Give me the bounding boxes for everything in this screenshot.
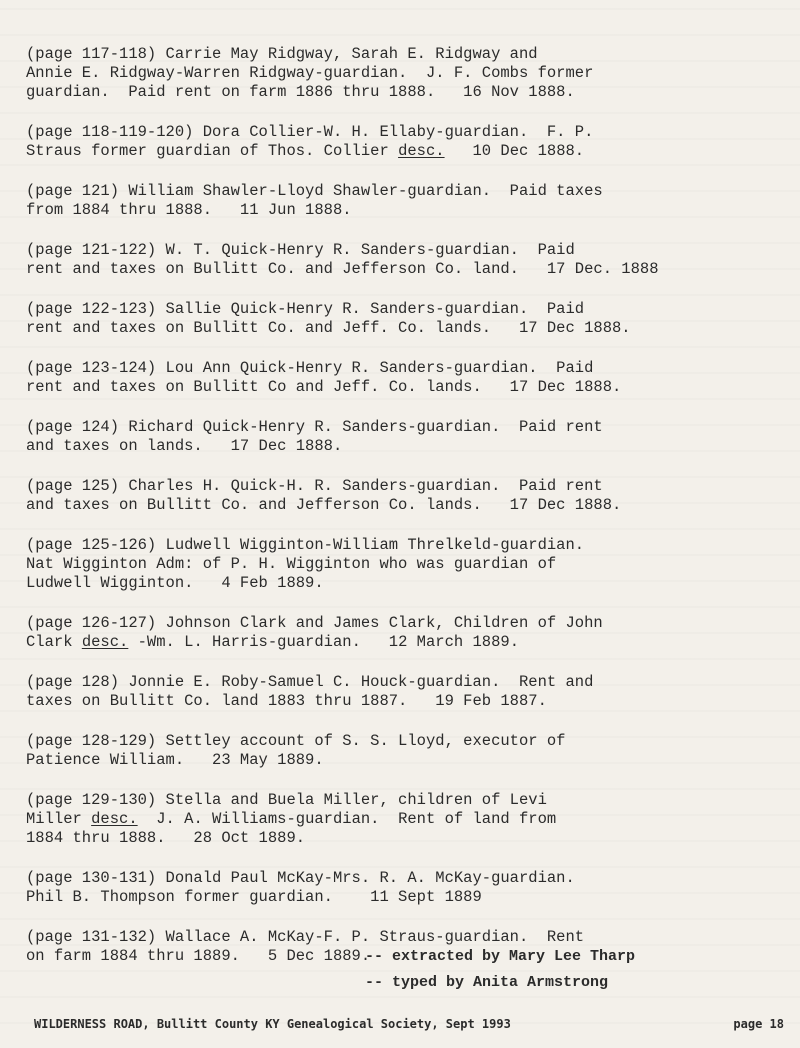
entry-line: (page 124) Richard Quick-Henry R. Sanders-guardian. Paid rent [26, 418, 603, 436]
entry-line: (page 122-123) Sallie Quick-Henry R. Sanders-guardian. Paid [26, 300, 585, 318]
entry-line: on farm 1884 thru 1889. 5 Dec 1889. [26, 947, 371, 965]
entry-page-125 [26, 477, 766, 515]
entry-line: (page 125) Charles H. Quick-H. R. Sanders-guardian. Paid rent [26, 477, 603, 495]
entry-line-pre: Clark [26, 633, 82, 651]
entry-page-122-123 [26, 300, 766, 338]
entry-line: (page 123-124) Lou Ann Quick-Henry R. Sanders-guardian. Paid [26, 359, 594, 377]
entry-line-post: J. A. Williams-guardian. Rent of land from [137, 810, 557, 828]
entry-line: (page 128) Jonnie E. Roby-Samuel C. Houck-guardian. Rent and [26, 673, 594, 691]
underlined-desc: desc. [398, 142, 445, 160]
entry-page-130-131 [26, 869, 766, 907]
entry-line: guardian. Paid rent on farm 1886 thru 1888. 16 Nov 1888. [26, 83, 575, 101]
entry-page-123-124 [26, 359, 766, 397]
credits-block [365, 944, 695, 996]
entry-page-121 [26, 182, 766, 220]
entry-line: (page 125-126) Ludwell Wigginton-William Threlkeld-guardian. [26, 536, 585, 554]
entry-line: Patience William. 23 May 1889. [26, 751, 324, 769]
entry-line-post: -Wm. L. Harris-guardian. 12 March 1889. [128, 633, 519, 651]
entry-line: (page 130-131) Donald Paul McKay-Mrs. R. A. McKay-guardian. [26, 869, 575, 887]
entry-page-125-126 [26, 536, 766, 593]
entry-line: and taxes on Bullitt Co. and Jefferson Co. lands. 17 Dec 1888. [26, 496, 622, 514]
entry-line: 1884 thru 1888. 28 Oct 1889. [26, 829, 306, 847]
underlined-desc: desc. [81, 633, 129, 651]
entry-page-118-120 [26, 123, 766, 161]
underlined-desc: desc. [91, 810, 138, 828]
entry-line-post: 10 Dec 1888. [444, 142, 585, 160]
footer-page-number: page 18 [733, 1017, 784, 1031]
entry-line: rent and taxes on Bullitt Co and Jeff. Co. lands. 17 Dec 1888. [26, 378, 622, 396]
entry-page-117-118 [26, 45, 766, 102]
extracted-by-credit: -- extracted by Mary Lee Tharp [365, 948, 636, 965]
entry-page-126-127 [26, 614, 766, 652]
entry-line: Ludwell Wigginton. 4 Feb 1889. [26, 574, 324, 592]
entry-line: Annie E. Ridgway-Warren Ridgway-guardian. J. F. Combs former [26, 64, 594, 82]
entry-line: (page 128-129) Settley account of S. S. Lloyd, executor of [26, 732, 566, 750]
entry-line: and taxes on lands. 17 Dec 1888. [26, 437, 343, 455]
entry-line: (page 126-127) Johnson Clark and James Clark, Children of John [26, 614, 603, 632]
entry-line: Nat Wigginton Adm: of P. H. Wigginton who was guardian of [26, 555, 557, 573]
entry-line: taxes on Bullitt Co. land 1883 thru 1887. 19 Feb 1887. [26, 692, 547, 710]
entry-line-pre: Straus former guardian of Thos. Collier [26, 142, 399, 160]
entry-line: (page 118-119-120) Dora Collier-W. H. Ellaby-guardian. F. P. [26, 123, 594, 141]
entry-line: rent and taxes on Bullitt Co. and Jefferson Co. land. 17 Dec. 1888 [26, 260, 659, 278]
entry-page-128-129 [26, 732, 766, 770]
entry-line: (page 121-122) W. T. Quick-Henry R. Sanders-guardian. Paid [26, 241, 575, 259]
footer-publication: WILDERNESS ROAD, Bullitt County KY Genealogical Society, Sept 1993 [34, 1017, 511, 1031]
entry-page-124 [26, 418, 766, 456]
entry-line-pre: Miller [26, 810, 92, 828]
guardian-entries-list [26, 45, 766, 987]
entry-line: rent and taxes on Bullitt Co. and Jeff. Co. lands. 17 Dec 1888. [26, 319, 631, 337]
entry-page-129-130 [26, 791, 766, 848]
entry-page-121-122 [26, 241, 766, 279]
entry-line: from 1884 thru 1888. 11 Jun 1888. [26, 201, 352, 219]
typed-by-credit: -- typed by Anita Armstrong [365, 974, 609, 991]
entry-line: (page 117-118) Carrie May Ridgway, Sarah E. Ridgway and [26, 45, 538, 63]
entry-line: (page 129-130) Stella and Buela Miller, children of Levi [26, 791, 547, 809]
entry-line: Phil B. Thompson former guardian. 11 Sept 1889 [26, 888, 482, 906]
page-footer [34, 1016, 784, 1032]
entry-line: (page 131-132) Wallace A. McKay-F. P. Straus-guardian. Rent [26, 928, 585, 946]
entry-line: (page 121) William Shawler-Lloyd Shawler-guardian. Paid taxes [26, 182, 603, 200]
entry-page-128 [26, 673, 766, 711]
